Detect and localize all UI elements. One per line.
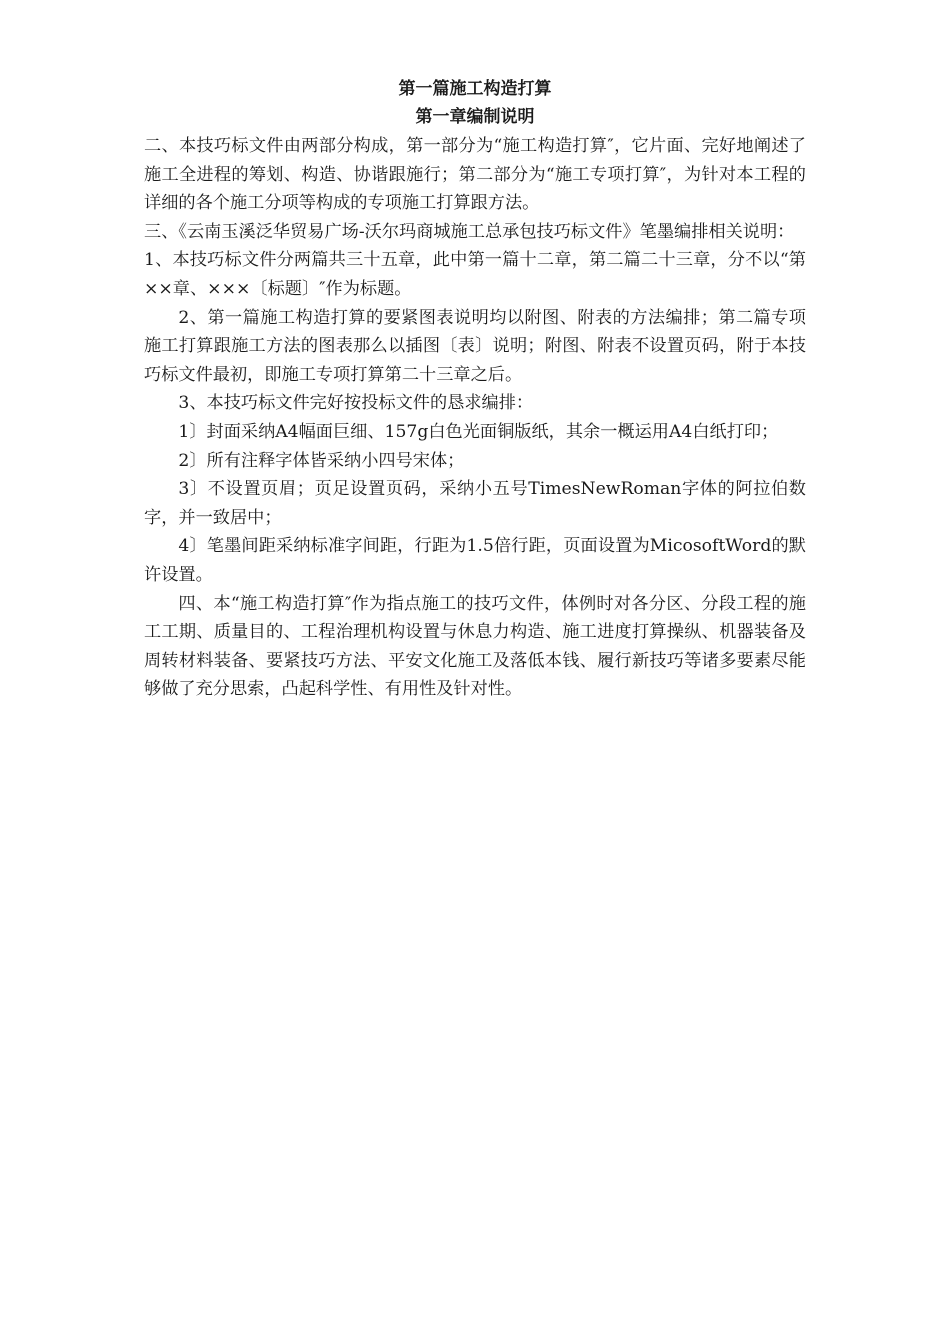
part-title: 第一篇施工构造打算	[398, 79, 552, 99]
list-item-cover: 1〕封面采纳A4幅面巨细、157g白色光面铜版纸，其余一概运用A4白纸打印；	[178, 421, 779, 442]
paragraph-purpose: 四、本“施工构造打算″作为指点施工的技巧文件，体例时对各分区、分段工程的施工工期、质量目的、工程治理机构设置与休息力构造、施工进度打算操纵、机器装备及周转材料装备、要紧技巧方法、平安文化施工及落低本钱、履行新技巧等诸多要素尽能够做了充分思索，凸起科学性、有用性及针对性。	[144, 593, 806, 700]
paragraph-chapters: 1、本技巧标文件分两篇共三十五章，此中第一篇十二章，第二篇二十三章，分不以“第××章、×××〔标题〕″作为标题。	[144, 250, 806, 299]
document-body	[144, 132, 806, 704]
paragraph-figures: 2、第一篇施工构造打算的要紧图表说明均以附图、附表的方法编排；第二篇专项施工打算跟施工方法的图表那么以插图〔表〕说明；附图、附表不设置页码，附于本技巧标文件最初，即施工专项打算第二十三章之后。	[144, 307, 806, 385]
list-item-header-footer: 3〕不设置页眉；页足设置页码，采纳小五号TimesNewRoman字体的阿拉伯数字，并一致居中；	[144, 479, 806, 528]
chapter-title: 第一章编制说明	[415, 107, 535, 127]
list-item-spacing: 4〕笔墨间距采纳标准字间距，行距为1.5倍行距，页面设置为MicosoftWord的默许设置。	[144, 536, 806, 585]
paragraph-requirements: 3、本技巧标文件完好按投标文件的恳求编排：	[178, 393, 534, 414]
paragraph-layout-intro: 三、《云南玉溪泛华贸易广场-沃尔玛商城施工总承包技巧标文件》笔墨编排相关说明：	[144, 221, 795, 242]
paragraph-composition: 二、本技巧标文件由两部分构成，第一部分为“施工构造打算″，它片面、完好地阐述了施工全进程的筹划、构造、协谐跟施行；第二部分为“施工专项打算″，为针对本工程的详细的各个施工分项等构成的专项施工打算跟方法。	[144, 136, 806, 214]
list-item-font: 2〕所有注释字体皆采纳小四号宋体；	[178, 450, 465, 471]
